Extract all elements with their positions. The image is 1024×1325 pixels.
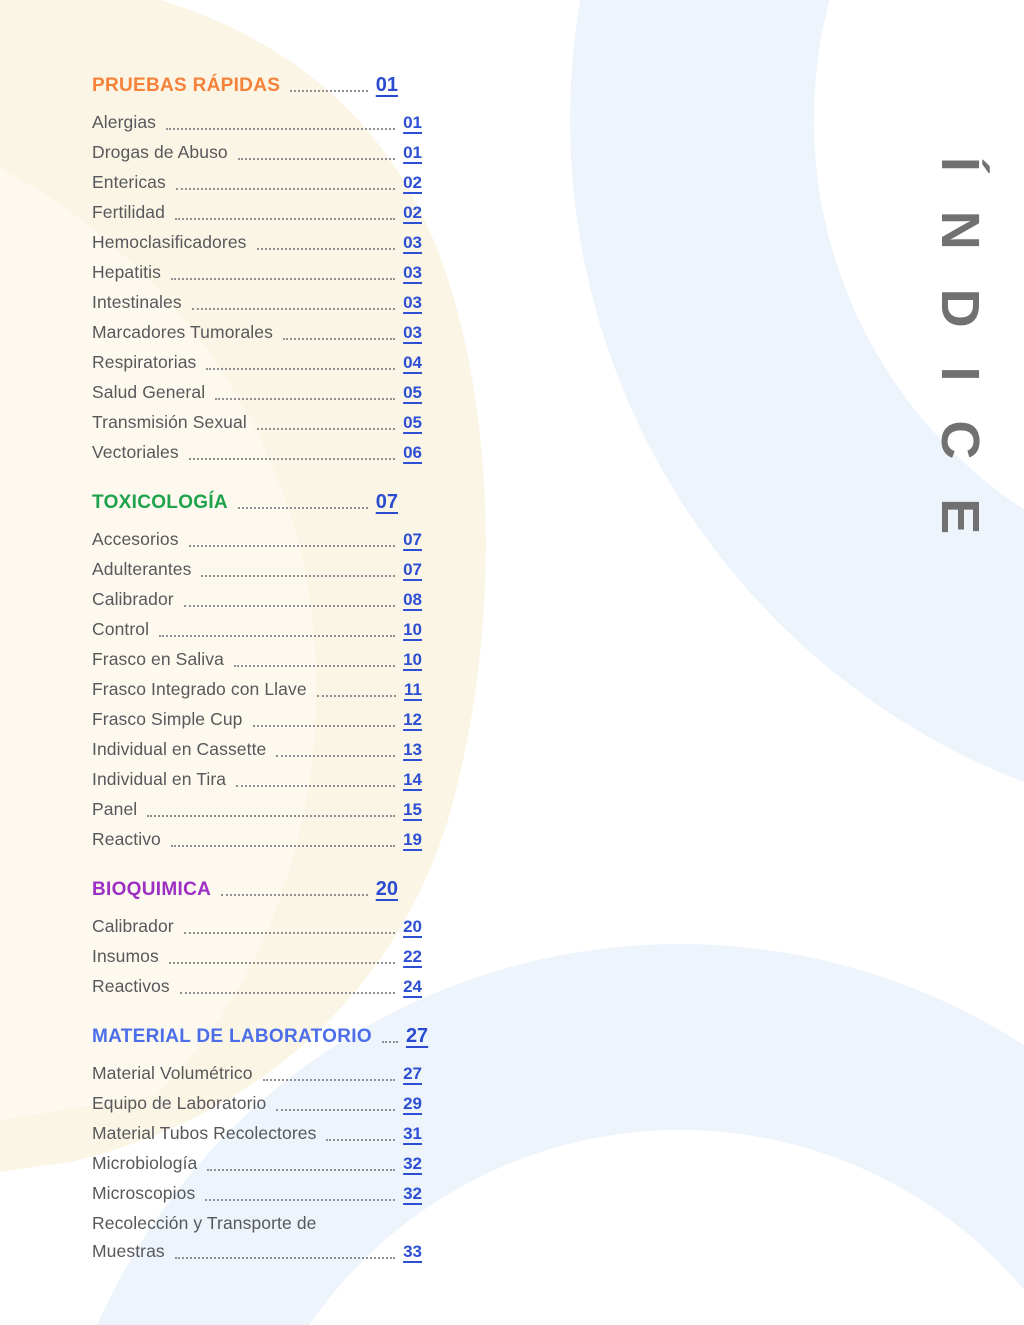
- dotted-leader: [171, 278, 395, 280]
- dotted-leader: [215, 398, 395, 400]
- item-page-link[interactable]: 27: [403, 1064, 422, 1083]
- item-page-link[interactable]: 01: [403, 143, 422, 162]
- dotted-leader: [283, 338, 395, 340]
- toc-item-label: Adulterantes: [92, 559, 192, 579]
- dotted-leader: [317, 695, 396, 697]
- toc-item: [92, 971, 422, 1001]
- item-page-link[interactable]: 01: [403, 113, 422, 132]
- toc-item-label: Control: [92, 619, 150, 639]
- toc-item-label: Microbiología: [92, 1153, 198, 1173]
- dotted-leader: [184, 932, 395, 934]
- dotted-leader: [166, 128, 395, 130]
- dotted-leader: [184, 605, 395, 607]
- dotted-leader: [290, 90, 368, 92]
- item-page-link[interactable]: 33: [403, 1242, 422, 1261]
- toc-section: [92, 874, 422, 1001]
- item-page-link[interactable]: 03: [403, 323, 422, 342]
- toc-item: [92, 437, 422, 467]
- toc-section: [92, 487, 422, 854]
- toc-item-label: Individual en Cassette: [92, 739, 267, 759]
- toc-section: [92, 70, 422, 467]
- toc-item: [92, 197, 422, 227]
- toc-item: [92, 1178, 422, 1208]
- toc-item-label: Insumos: [92, 946, 159, 966]
- toc-item: [92, 167, 422, 197]
- item-page-link[interactable]: 02: [403, 173, 422, 192]
- dotted-leader: [238, 158, 395, 160]
- item-page-link[interactable]: 11: [404, 680, 422, 699]
- item-page-link[interactable]: 06: [403, 443, 422, 462]
- toc-item: [92, 407, 422, 437]
- toc-item-label: Intestinales: [92, 292, 182, 312]
- dotted-leader: [201, 575, 395, 577]
- dotted-leader: [234, 665, 395, 667]
- section-header-row: [92, 70, 422, 100]
- dotted-leader: [175, 218, 395, 220]
- toc-item: [92, 704, 422, 734]
- item-page-link[interactable]: 13: [403, 740, 422, 759]
- section-page-link[interactable]: 20: [375, 878, 398, 900]
- item-page-link[interactable]: 32: [403, 1184, 422, 1203]
- item-page-link[interactable]: 05: [403, 413, 422, 432]
- item-page-link[interactable]: 14: [403, 770, 422, 789]
- toc-item: [92, 1236, 422, 1266]
- toc-item: [92, 1058, 422, 1088]
- item-page-link[interactable]: 03: [403, 233, 422, 252]
- toc-item: [92, 911, 422, 941]
- toc-item-label: Accesorios: [92, 529, 179, 549]
- toc-item: [92, 1148, 422, 1178]
- dotted-leader: [207, 1169, 395, 1171]
- section-header-row: [92, 874, 422, 904]
- toc-item-line1: [92, 1208, 422, 1236]
- item-page-link[interactable]: 08: [403, 590, 422, 609]
- toc-item-label: Recolección y Transporte de: [92, 1213, 317, 1233]
- dotted-leader: [276, 1109, 395, 1111]
- item-page-link[interactable]: 10: [403, 650, 422, 669]
- item-page-link[interactable]: 03: [403, 263, 422, 282]
- toc-item-label: Fertilidad: [92, 202, 165, 222]
- toc-item-label: Marcadores Tumorales: [92, 322, 273, 342]
- toc-item: [92, 1088, 422, 1118]
- toc-item-label: Muestras: [92, 1241, 165, 1261]
- toc-item: [92, 734, 422, 764]
- item-page-link[interactable]: 07: [403, 530, 422, 549]
- item-page-link[interactable]: 07: [403, 560, 422, 579]
- toc-item-label: Panel: [92, 799, 138, 819]
- toc-item: [92, 584, 422, 614]
- dotted-leader: [189, 458, 395, 460]
- item-page-link[interactable]: 15: [403, 800, 422, 819]
- item-page-link[interactable]: 24: [403, 977, 422, 996]
- item-page-link[interactable]: 03: [403, 293, 422, 312]
- toc-item-label: Transmisión Sexual: [92, 412, 247, 432]
- toc-item: [92, 287, 422, 317]
- toc-item-label: Microscopios: [92, 1183, 196, 1203]
- dotted-leader: [171, 845, 395, 847]
- toc-item: [92, 554, 422, 584]
- item-page-link[interactable]: 10: [403, 620, 422, 639]
- dotted-leader: [263, 1079, 396, 1081]
- toc-item: [92, 317, 422, 347]
- section-page-link[interactable]: 07: [375, 491, 398, 513]
- toc-item: [92, 524, 422, 554]
- dotted-leader: [192, 308, 395, 310]
- toc-item-label: Entericas: [92, 172, 166, 192]
- dotted-leader: [169, 962, 395, 964]
- toc-item: [92, 227, 422, 257]
- dotted-leader: [189, 545, 395, 547]
- section-page-link[interactable]: 01: [375, 74, 398, 96]
- toc-item-label: Vectoriales: [92, 442, 179, 462]
- toc-item-label: Calibrador: [92, 916, 174, 936]
- section-title: PRUEBAS RÁPIDAS: [92, 75, 281, 96]
- toc-item: [92, 941, 422, 971]
- toc-item: [92, 764, 422, 794]
- section-header-row: [92, 487, 422, 517]
- toc-item-label: Calibrador: [92, 589, 174, 609]
- dotted-leader: [147, 815, 395, 817]
- dotted-leader: [236, 785, 395, 787]
- toc: [92, 70, 429, 1286]
- section-title: MATERIAL DE LABORATORIO: [92, 1026, 372, 1047]
- toc-item-label: Material Volumétrico: [92, 1063, 253, 1083]
- item-page-link[interactable]: 04: [403, 353, 422, 372]
- section-title: TOXICOLOGÍA: [92, 492, 228, 513]
- toc-section: [92, 1021, 429, 1266]
- section-page-link[interactable]: 27: [405, 1025, 429, 1047]
- toc-item-label: Alergias: [92, 112, 157, 132]
- toc-item: [92, 1118, 422, 1148]
- toc-item: [92, 347, 422, 377]
- item-page-link[interactable]: 32: [403, 1154, 422, 1173]
- toc-item-label: Respiratorias: [92, 352, 197, 372]
- toc-item: [92, 257, 422, 287]
- dotted-leader: [180, 992, 395, 994]
- dotted-leader: [205, 1199, 395, 1201]
- section-header-row: [92, 1021, 429, 1051]
- toc-item-label: Drogas de Abuso: [92, 142, 228, 162]
- vertical-page-title: ÍNDICE: [930, 156, 990, 574]
- item-page-link[interactable]: 05: [403, 383, 422, 402]
- toc-item-label: Frasco Integrado con Llave: [92, 679, 307, 699]
- toc-item-label: Salud General: [92, 382, 206, 402]
- dotted-leader: [238, 507, 368, 509]
- toc-item: [92, 614, 422, 644]
- dotted-leader: [326, 1139, 395, 1141]
- toc-item-label: Reactivo: [92, 829, 161, 849]
- dotted-leader: [175, 1257, 395, 1259]
- item-page-link[interactable]: 22: [403, 947, 422, 966]
- item-page-link[interactable]: 31: [403, 1124, 422, 1143]
- dotted-leader: [257, 248, 396, 250]
- toc-item-label: Reactivos: [92, 976, 170, 996]
- dotted-leader: [206, 368, 395, 370]
- dotted-leader: [253, 725, 396, 727]
- section-title: BIOQUIMICA: [92, 879, 212, 900]
- dotted-leader: [382, 1041, 398, 1043]
- toc-item: [92, 137, 422, 167]
- item-page-link[interactable]: 19: [403, 830, 422, 849]
- dotted-leader: [176, 188, 395, 190]
- toc-item: [92, 644, 422, 674]
- item-page-link[interactable]: 29: [403, 1094, 422, 1113]
- toc-item-label: Frasco en Saliva: [92, 649, 224, 669]
- toc-item-label: Individual en Tira: [92, 769, 227, 789]
- toc-item: [92, 377, 422, 407]
- dotted-leader: [159, 635, 395, 637]
- toc-item-label: Material Tubos Recolectores: [92, 1123, 317, 1143]
- toc-item-label: Frasco Simple Cup: [92, 709, 243, 729]
- item-page-link[interactable]: 20: [403, 917, 422, 936]
- dotted-leader: [221, 894, 368, 896]
- toc-item: [92, 674, 422, 704]
- item-page-link[interactable]: 02: [403, 203, 422, 222]
- toc-item-label: Equipo de Laboratorio: [92, 1093, 267, 1113]
- toc-item-label: Hemoclasificadores: [92, 232, 247, 252]
- toc-item: [92, 824, 422, 854]
- dotted-leader: [257, 428, 395, 430]
- toc-item-label: Hepatitis: [92, 262, 161, 282]
- toc-item: [92, 794, 422, 824]
- dotted-leader: [276, 755, 395, 757]
- item-page-link[interactable]: 12: [403, 710, 422, 729]
- toc-item: [92, 107, 422, 137]
